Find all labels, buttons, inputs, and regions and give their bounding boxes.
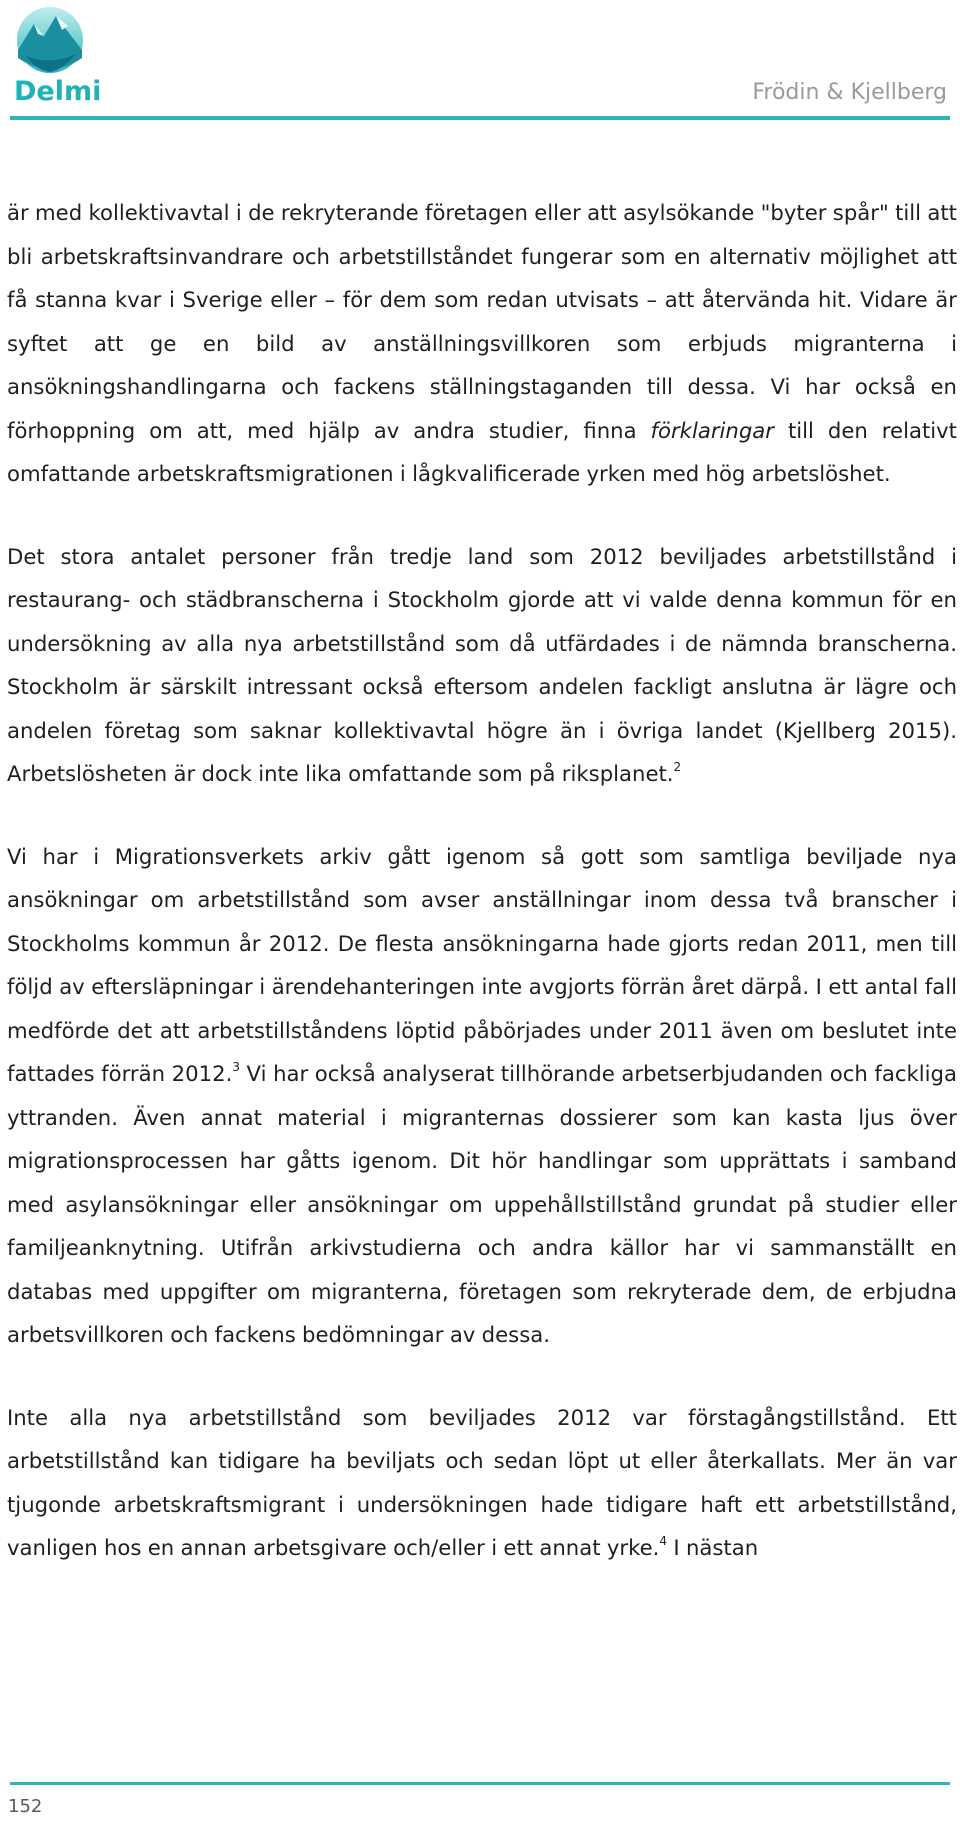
footnote-ref-3[interactable]: 3 [232,1060,240,1074]
paragraph-text: till den relativt omfattande arbetskraftsmigrationen i lågkvalificerade yrken med hög arbetslöshet. [7,417,957,486]
paragraph-text: I nästan [667,1535,759,1560]
paragraph-1 [7,191,957,496]
footnote-ref-4[interactable]: 4 [659,1534,668,1548]
emphasized-term: förklaringar [650,417,774,443]
page-number: 152 [8,1796,43,1817]
logo-text: Delmi [14,76,102,107]
footer-divider [10,1782,950,1785]
paragraph-2 [7,535,957,796]
delmi-logo [12,6,102,110]
header-divider [10,116,950,120]
paragraph-4 [7,1396,957,1570]
footnote-ref-2[interactable]: 2 [673,760,682,774]
paragraph-text: Inte alla nya arbetstillstånd som beviljades 2012 var förstagångstillstånd. Ett arbetstillstånd kan tidigare ha beviljats och sedan löpt ut eller återkallats. Mer än var tjugonde arbetskraftsmigrant i undersökningen hade tidigare haft ett arbetstillstånd, vanligen hos en annan arbetsgivare och/eller i ett annat yrke. [7,1404,957,1560]
delmi-logo-icon [12,6,88,78]
paragraph-text: Vi har också analyserat tillhörande arbetserbjudanden och fackliga yttranden. Även annat material i migranternas dossierer som kan kasta ljus över migrationsprocessen har gåtts igenom. Dit hör handlingar som upprättats i samband med asylansökningar eller ansökningar om uppehållstillstånd grundat på studier eller familjeanknytning. Utifrån arkivstudierna och andra källor har vi sammanställt en databas med uppgifter om migranterna, företagen som rekryterade dem, de erbjudna arbetsvillkoren och fackens bedömningar av dessa. [7,1061,957,1347]
paragraph-text: Vi har i Migrationsverkets arkiv gått igenom så gott som samtliga beviljade nya ansökningar om arbetstillstånd som avser anställningar inom dessa två branscher i Stockholms kommun år 2012. De flesta ansökningarna hade gjorts redan 2011, men till följd av eftersläpningar i ärendehanteringen inte avgjorts förrän året därpå. I ett antal fall medförde det att arbetstillståndens löptid påbörjades under 2011 även om beslutet inte fattades förrän 2012. [7,843,957,1086]
running-head: Frödin & Kjellberg [752,80,947,105]
page-header [0,0,960,125]
paragraph-3 [7,835,957,1357]
paragraph-text: Det stora antalet personer från tredje land som 2012 beviljades arbetstillstånd i restaurang- och städbranscherna i Stockholm gjorde att vi valde denna kommun för en undersökning av alla nya arbetstillstånd som då utfärdades i de nämnda branscherna. Stockholm är särskilt intressant också eftersom andelen fackligt anslutna är lägre och andelen företag som saknar kollektivavtal högre än i övriga landet (Kjellberg 2015). Arbetslösheten är dock inte lika omfattande som på riksplanet. [7,543,957,786]
body-text [7,191,957,1609]
paragraph-text: är med kollektivavtal i de rekryterande företagen eller att asylsökande "byter spår" till att bli arbetskraftsinvandrare och arbetstillståndet fungerar som en alternativ möjlighet att få stanna kvar i Sverige eller – för dem som redan utvisats – att återvända hit. Vidare är syftet att ge en bild av anställningsvillkoren som erbjuds migranterna i ansökningshandlingarna och fackens ställningstaganden till dessa. Vi har också en förhoppning om att, med hjälp av andra studier, finna [7,200,957,443]
